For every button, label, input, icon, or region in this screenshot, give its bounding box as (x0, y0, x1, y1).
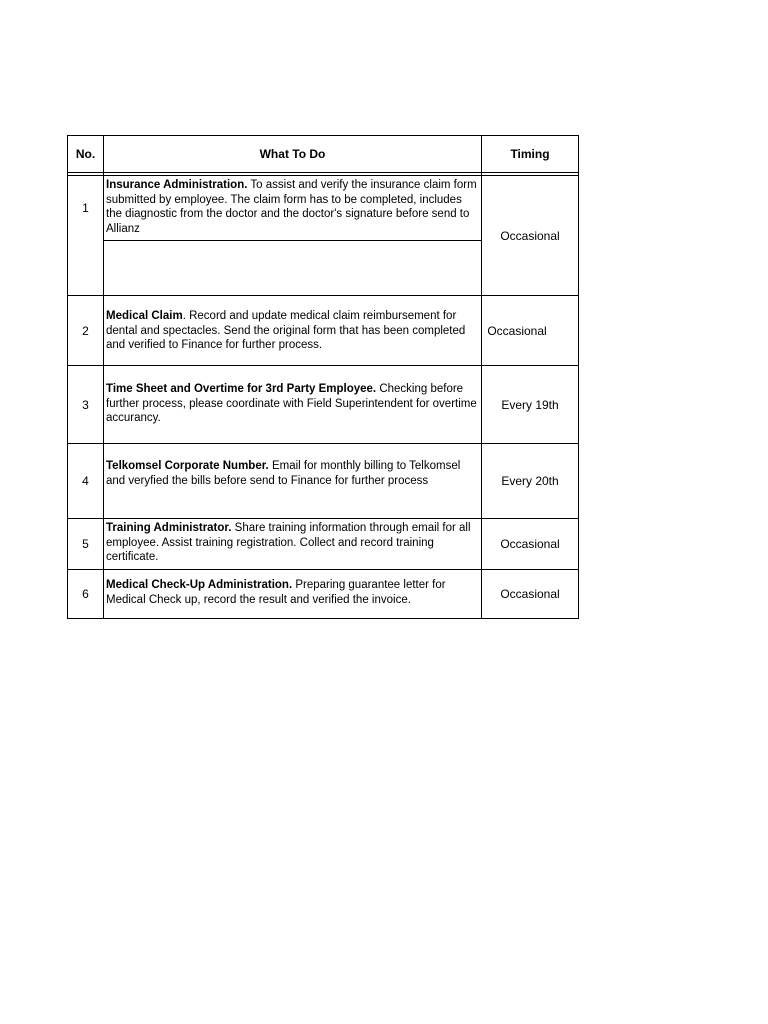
row-6-title: Medical Check-Up Administration. (106, 579, 293, 591)
row-6-text: Preparing guarantee letter for Medical Check up, record the result and verified the invoice. (106, 579, 446, 606)
header-bottom-line (67, 172, 579, 173)
row-3-title: Time Sheet and Overtime for 3rd Party Employee. (106, 383, 377, 395)
row-5-number: 5 (82, 537, 89, 551)
row-1-timing: Occasional (500, 228, 560, 243)
row-1-text: To assist and verify the insurance claim form submitted by employee. The claim form has to be completed, includes the diagnostic from the doctor and the doctor's signature before send to Allianz (106, 179, 477, 235)
row-2-description (106, 309, 478, 353)
row-3-description (106, 382, 478, 426)
header-what-to-do: What To Do (259, 147, 326, 161)
row-5-description (106, 521, 478, 565)
row-2-timing: Occasional (487, 323, 547, 338)
row-4-title: Telkomsel Corporate Number. (106, 460, 269, 472)
row-4-description (106, 459, 478, 488)
header-timing: Timing (510, 147, 550, 161)
row-2-title: Medical Claim (106, 310, 183, 322)
header-no: No. (75, 147, 96, 161)
row-6-number: 6 (82, 587, 89, 601)
row-1-title: Insurance Administration. (106, 179, 248, 191)
row-3-timing: Every 19th (501, 397, 559, 412)
row-4-timing: Every 20th (501, 474, 559, 488)
row-5-title: Training Administrator. (106, 522, 232, 534)
row-4-text: Email for monthly billing to Telkomsel and veryfied the bills before send to Finance for further process (106, 460, 461, 487)
table-border-right (578, 135, 579, 619)
row-6-timing: Occasional (500, 587, 560, 601)
row-1-subdivider (103, 240, 481, 241)
table-border-bottom (67, 618, 579, 619)
row-5-timing: Occasional (500, 537, 560, 551)
row-3-number: 3 (82, 397, 89, 412)
column-divider-1 (103, 135, 104, 619)
row-5-text: Share training information through email for all employee. Assist training registration. Collect and record training certificate. (106, 522, 471, 563)
row-2-text: . Record and update medical claim reimbursement for dental and spectacles. Send the original form that has been completed and verified to Finance for further process. (106, 310, 466, 351)
row-2-number: 2 (82, 323, 89, 338)
row-3-text: Checking before further process, please coordinate with Field Superintendent for overtime accurancy. (106, 383, 477, 424)
row-1-number: 1 (82, 201, 89, 215)
row-1-description (106, 178, 478, 236)
row-6-description (106, 578, 478, 607)
row-4-number: 4 (82, 474, 89, 488)
